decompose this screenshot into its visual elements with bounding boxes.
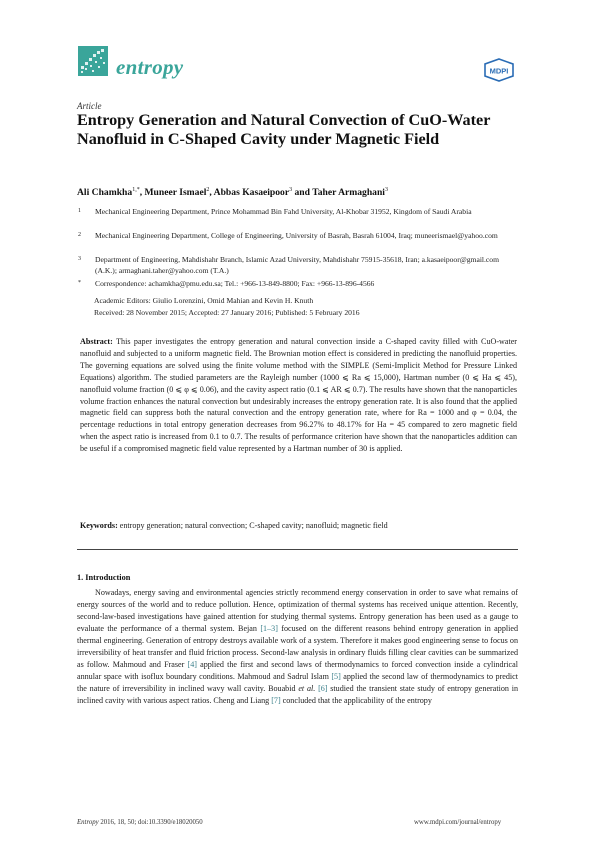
author-name: Abbas Kasaeipoor bbox=[213, 187, 290, 199]
keywords-text: entropy generation; natural convection; C-shaped cavity; nanofluid; magnetic field bbox=[119, 521, 388, 530]
citation-link[interactable]: [5] bbox=[331, 672, 341, 681]
citation-link[interactable]: [4] bbox=[187, 660, 197, 669]
section-divider bbox=[77, 549, 518, 550]
author-list: Ali Chamkha$^{1,*}$, Muneer Ismael$^2$, Abbas Kasaeipoor$^3$ and Taher Armaghani$^3$ bbox=[77, 187, 388, 199]
citation-link[interactable]: [6] bbox=[318, 684, 328, 693]
citation-link[interactable]: [7] bbox=[271, 696, 281, 705]
affiliation: 3 Department of Engineering, Mahdishahr Branch, Islamic Azad University, Mahdishahr 75915-35618, Iran; a.kasaeipoor@gmail.com (A.K.); armaghani.taher@yahoo.com (T.A.) bbox=[78, 255, 500, 276]
citation-link[interactable]: [1–3] bbox=[260, 624, 278, 633]
abstract-text: This paper investigates the entropy generation and natural convection inside a C-shaped cavity filled with CuO-water nanofluid and subjected to a uniform magnetic field. The Brownian motion effect is considered in predicting the nanofluid properties. The governing equations are solved using the finite volume method with the SIMPLE (Semi-Implicit Method for Pressure Linked Equations) algorithm. The studied parameters are the Rayleigh number (1000 ⩽ Ra ⩽ 15,000), Hartman number (0 ⩽ Ha ⩽ 45), nanofluid volume fraction (0 ⩽ φ ⩽ 0.06), and the cavity aspect ratio (0.1 ⩽ AR ⩽ 0.7). The results have shown that the nanoparticles volume fraction enhances the natural convection but undesirably increases the entropy generation rate. It is also found that the applied magnetic field can suppress both the natural convection and the entropy generation rate, where for Ra = 1000 and φ = 0.04, the percentage reductions in total entropy generation decreases from 96.27% to 48.17% for Ha = 45 compared to zero magnetic field when the aspect ratio is increased from 0.1 to 0.7. The results of performance criterion have shown that the nanoparticles addition can be useful if a compromised magnetic field value represented by a Hartman number of 30 is applied. bbox=[80, 337, 518, 454]
publication-dates: Received: 28 November 2015; Accepted: 27 January 2016; Published: 5 February 2016 bbox=[94, 308, 360, 317]
mdpi-logo-icon bbox=[483, 58, 515, 82]
intro-paragraph: Nowadays, energy saving and environmental agencies strictly recommend energy conservation in order to save what remains of energy sources of the world and to reduce pollution. Hence, optimization of thermal systems has received unique attention. Recently, second-law-based investigations have gained attention for studying thermal systems. Entropy generation has been used as a gauge to evaluate the performance of a thermal system. Bejan [1–3] focused on the different reasons behind entropy generation in applied thermal engineering. Generation of entropy destroys available work of a system. Therefore it makes good engineering sense to focus on irreversibility of heat transfer and fluid friction process. Second-law analysis in ordinary fluids filling clear cavities can be summarized as follow. Mahmoud and Fraser [4] applied the first and second laws of thermodynamics to forced convection inside a cylindrical annular space with isoflux boundary conditions. Mahmoud and Sadrul Islam [5] applied the second law of thermodynamics to predict the nature of irreversibility in inclined wavy wall cavity. Bouabid et al. [6] studied the transient state study of entropy generation in inclined cavity with various aspect ratios. Cheng and Liang [7] concluded that the applicability of the entropy bbox=[77, 588, 519, 705]
keywords-label: Keywords: bbox=[80, 521, 118, 530]
author-name: Muneer Ismael bbox=[144, 187, 207, 199]
author-name: Taher Armaghani bbox=[312, 187, 385, 199]
affiliation: 2 Mechanical Engineering Department, College of Engineering, University of Basrah, Basrah 61004, Iraq; muneerismael@yahoo.com bbox=[78, 231, 498, 240]
keywords bbox=[80, 521, 517, 530]
abstract-label: Abstract: bbox=[80, 337, 113, 346]
section-heading: 1. Introduction bbox=[77, 573, 131, 582]
journal-logo-icon bbox=[78, 46, 108, 76]
journal-name: entropy bbox=[116, 55, 184, 79]
article-title: Entropy Generation and Natural Convection of CuO-Water Nanofluid in C-Shaped Cavity under Magnetic Field bbox=[77, 111, 491, 148]
affiliation: 1 Mechanical Engineering Department, Prince Mohammad Bin Fahd University, Al-Khobar 31952, Kingdom of Saudi Arabia bbox=[78, 207, 472, 216]
svg-text:MDPI: MDPI bbox=[489, 66, 509, 76]
academic-editors: Academic Editors: Giulio Lorenzini, Omid Mahian and Kevin H. Knuth bbox=[94, 296, 314, 305]
correspondence: * Correspondence: achamkha@pmu.edu.sa; Tel.: +966-13-849-8800; Fax: +966-13-896-4566 bbox=[78, 279, 375, 288]
footer-url[interactable]: www.mdpi.com/journal/entropy bbox=[414, 819, 502, 826]
footer-citation: Entropy 2016, 18, 50; doi:10.3390/e18020050 bbox=[77, 819, 203, 826]
author-name: Ali Chamkha bbox=[77, 187, 133, 199]
article-type: Article bbox=[77, 101, 102, 111]
abstract bbox=[80, 336, 517, 455]
